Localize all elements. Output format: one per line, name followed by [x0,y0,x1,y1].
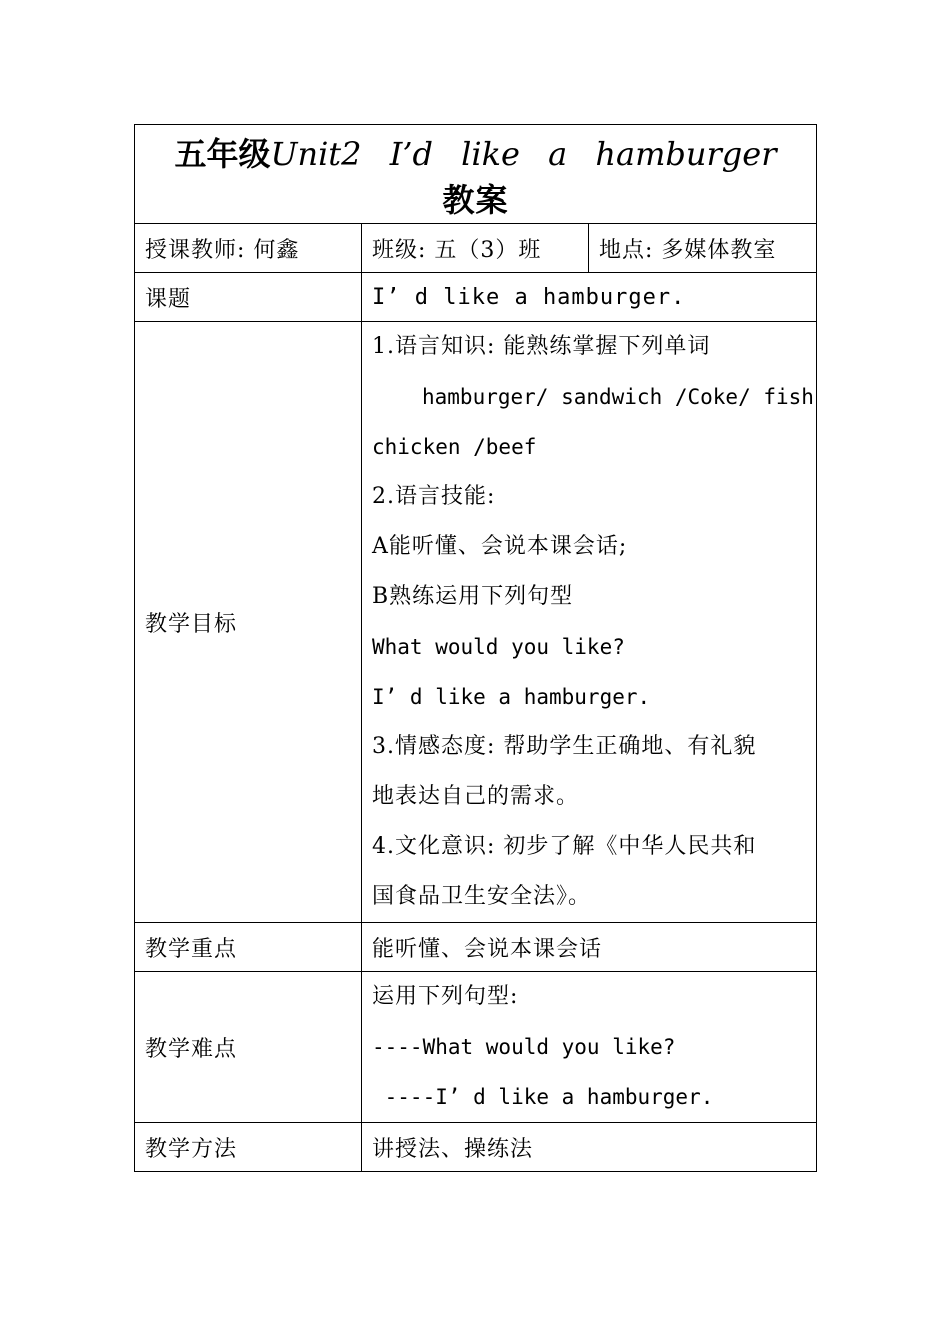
teacher-cell: 授课教师: 何鑫 [135,224,362,273]
lesson-plan-table [134,124,817,1172]
page-title [135,128,816,180]
objective-line: hamburger/ sandwich /Coke/ fish [422,385,814,409]
objective-line: 地表达自己的需求。 [372,784,580,809]
topic-row [135,273,817,322]
objective-line: chicken /beef [372,435,537,459]
difficulties-row [135,972,817,1123]
objective-line: 1.语言知识: 能熟练掌握下列单词 [372,334,711,359]
objectives-label: 教学目标 [135,322,362,923]
objective-line: I’ d like a hamburger. [372,685,651,709]
class-cell: 班级: 五（3）班 [362,224,589,273]
methods-value: 讲授法、操练法 [362,1123,817,1172]
objectives-row [135,322,817,923]
objective-line: 4.文化意识: 初步了解《中华人民共和 [372,834,757,859]
topic-value: I’ d like a hamburger. [362,273,817,322]
title-unit: Unit2 I’d like a hamburger [270,135,777,173]
difficulties-content [362,972,817,1123]
difficulties-label: 教学难点 [135,972,362,1123]
objective-line: 国食品卫生安全法》。 [372,884,592,909]
objectives-content [362,322,817,923]
topic-label: 课题 [135,273,362,322]
title-row [135,125,817,224]
objective-line: 2.语言技能: [372,484,496,509]
title-suffix: 教案 [442,181,509,219]
objective-line: B熟练运用下列句型 [372,584,574,609]
objective-line: What would you like? [372,635,625,659]
methods-row [135,1123,817,1172]
key-points-row [135,923,817,972]
objective-line: 3.情感态度: 帮助学生正确地、有礼貌 [372,734,757,759]
objective-line: A能听懂、会说本课会话; [372,534,628,559]
difficulty-line: ----What would you like? [372,1035,676,1059]
info-row [135,224,817,273]
difficulty-line: 运用下列句型: [372,984,519,1009]
methods-label: 教学方法 [135,1123,362,1172]
title-grade: 五年级 [174,135,271,173]
key-points-value: 能听懂、会说本课会话 [362,923,817,972]
difficulty-line: ----I’ d like a hamburger. [372,1085,714,1109]
location-cell: 地点: 多媒体教室 [589,224,817,273]
key-points-label: 教学重点 [135,923,362,972]
title-cell [135,125,817,224]
